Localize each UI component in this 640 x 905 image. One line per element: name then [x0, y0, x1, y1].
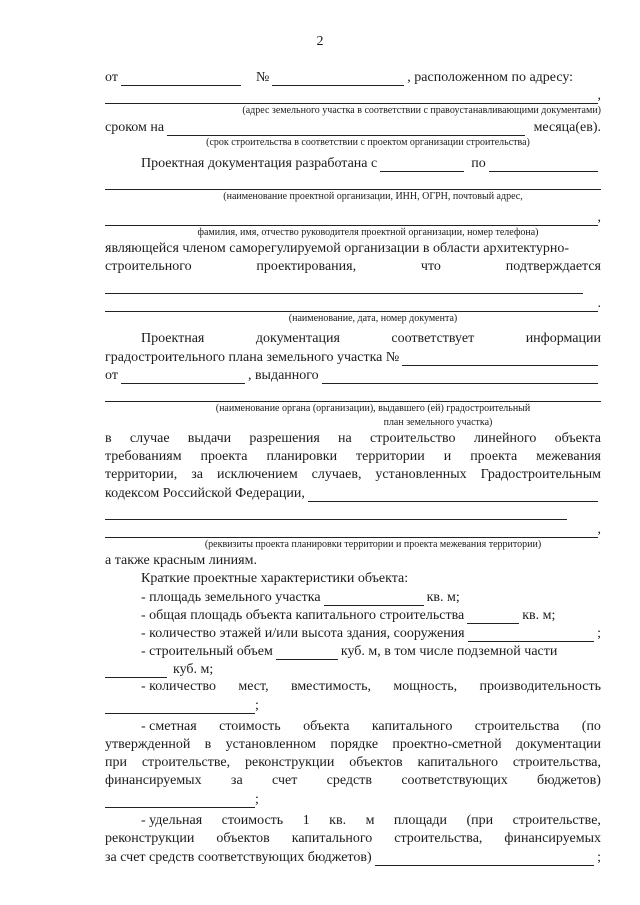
org-line — [105, 172, 601, 190]
issued-by-line — [105, 68, 601, 86]
label-code: кодексом Российской Федерации, — [105, 486, 305, 501]
plan-line-1 — [105, 502, 601, 520]
gpzu-issued-line — [105, 366, 601, 384]
gpzu-number-line — [105, 348, 601, 366]
comma: , — [597, 210, 601, 225]
word: финансируемых — [105, 773, 202, 788]
caption-issuer-2: план земельного участка) — [383, 417, 493, 428]
estimate-text-2: утвержденной в установленном порядке проектно-сметной документации — [105, 737, 601, 752]
semicolon: ; — [255, 792, 259, 807]
unit: куб. м; — [173, 662, 214, 677]
head-line — [105, 208, 601, 226]
label-underground: куб. м, в том числе подземной части — [340, 644, 558, 659]
issuer-blank[interactable] — [105, 388, 601, 402]
from-date-blank[interactable] — [380, 158, 464, 172]
label-volume: - строительный объем — [141, 644, 273, 659]
word: бюджетов) — [537, 773, 601, 788]
word: строительного — [105, 259, 192, 274]
gpzu-date-blank[interactable] — [121, 370, 245, 384]
estimate-line — [105, 790, 601, 808]
word: м — [365, 813, 375, 828]
word: - количество — [141, 679, 216, 694]
label-issued: , выданного — [247, 368, 319, 383]
caption-term: (срок строительства в соответствии с проектом организации строительства) — [206, 137, 530, 148]
caption-head: фамилия, имя, отчество руководителя проектной организации, номер телефона) — [197, 227, 539, 238]
gpzu-issuer-blank[interactable] — [322, 370, 598, 384]
floors-blank[interactable] — [468, 628, 594, 642]
label-po: по — [471, 156, 486, 171]
linear-object-text-2: требованиям проекта планировки территории и проекта межевания — [105, 449, 601, 464]
plan-line-2 — [105, 520, 601, 538]
capacity-blank[interactable] — [105, 700, 255, 714]
word: вместимость, — [290, 679, 371, 694]
linear-object-text-1: в случае выдачи разрешения на строительство линейного объекта — [105, 431, 601, 446]
word: подтверждается — [505, 259, 601, 274]
semicolon: ; — [597, 626, 601, 641]
address-blank[interactable] — [105, 90, 598, 104]
characteristics-heading: Краткие проектные характеристики объекта: — [141, 571, 409, 586]
plan-blank-2[interactable] — [105, 524, 598, 538]
comma: , — [597, 88, 601, 103]
label-term: сроком на — [105, 120, 165, 135]
label-floors: - количество этажей и/или высота здания, сооружения — [141, 626, 465, 641]
word: Проектная — [141, 331, 205, 346]
word: (по — [581, 719, 601, 734]
unit-cost-text-2: реконструкции объектов капитального строительства, финансируемых — [105, 831, 601, 846]
sro-text: являющейся членом саморегулируемой организации в области архитектурно- — [105, 241, 570, 256]
word: что — [420, 259, 441, 274]
word: информации — [525, 331, 601, 346]
org-blank[interactable] — [105, 176, 601, 190]
word: производительность — [479, 679, 601, 694]
word: площади — [393, 813, 448, 828]
label-developed: Проектная документация разработана с — [141, 156, 378, 171]
capacity-line — [105, 696, 601, 714]
sro-doc-line-2 — [105, 294, 601, 312]
word: - удельная — [141, 813, 203, 828]
label-gpzu: градостроительного плана земельного участка № — [105, 350, 400, 365]
label-ot: от — [105, 368, 118, 383]
issuer-line — [105, 384, 601, 402]
gpzu-text — [105, 330, 601, 348]
underground-line — [105, 660, 601, 678]
volume-blank[interactable] — [276, 646, 338, 660]
word: строительства — [474, 719, 560, 734]
total-area-line — [105, 606, 601, 624]
volume-line — [105, 642, 601, 660]
land-area-blank[interactable] — [324, 592, 424, 606]
word: проектирования, — [256, 259, 357, 274]
semicolon: ; — [255, 698, 259, 713]
unit-cost-line — [105, 848, 601, 866]
underground-blank[interactable] — [105, 664, 167, 678]
number-blank[interactable] — [272, 72, 404, 86]
unit-cost-text-1 — [105, 812, 601, 830]
semicolon: ; — [597, 850, 601, 865]
word: счет — [272, 773, 298, 788]
floors-line — [105, 624, 601, 642]
sro-text-2 — [105, 258, 601, 276]
word: строительстве, — [512, 813, 601, 828]
caption-address: (адрес земельного участка в соответствии с правоустанавливающими документами) — [242, 105, 601, 116]
unit: кв. м; — [522, 608, 556, 623]
estimate-text-3: при строительстве, реконструкции объектов капитального строительства, — [105, 755, 601, 770]
to-date-blank[interactable] — [489, 158, 598, 172]
word: документация — [255, 331, 340, 346]
estimate-blank[interactable] — [105, 794, 255, 808]
caption-org: (наименование проектной организации, ИНН, ОГРН, почтовый адрес, — [223, 191, 523, 202]
page-number: 2 — [316, 34, 324, 49]
label-ot: от — [105, 70, 118, 85]
address-line — [105, 86, 601, 104]
term-blank[interactable] — [167, 122, 524, 136]
word: - сметная — [141, 719, 197, 734]
estimate-text-4 — [105, 772, 601, 790]
word: стоимость — [219, 719, 281, 734]
form-content — [105, 68, 601, 866]
unit-cost-blank[interactable] — [375, 852, 594, 866]
label-land-area: - площадь земельного участка — [141, 590, 321, 605]
word: объекта — [303, 719, 350, 734]
word: капитального — [371, 719, 453, 734]
word: соответствующих — [401, 773, 508, 788]
sro-doc-blank-2[interactable] — [105, 298, 598, 312]
period: . — [597, 296, 601, 311]
word: 1 — [302, 813, 310, 828]
label-total-area: - общая площадь объекта капитального строительства — [141, 608, 465, 623]
word: кв. — [329, 813, 347, 828]
sro-doc-line-1 — [105, 276, 601, 294]
gpzu-number-blank[interactable] — [402, 352, 598, 366]
estimate-text-1 — [105, 718, 601, 736]
head-blank[interactable] — [105, 212, 598, 226]
word: мест, — [238, 679, 269, 694]
label-months: месяца(ев). — [533, 120, 601, 135]
label-number: № — [255, 70, 270, 85]
comma: , — [597, 522, 601, 537]
total-area-blank[interactable] — [467, 610, 519, 624]
caption-doc: (наименование, дата, номер документа) — [288, 313, 458, 324]
word: соответствует — [391, 331, 475, 346]
word: средств — [326, 773, 372, 788]
code-line — [105, 484, 601, 502]
word: мощность, — [393, 679, 458, 694]
term-line — [105, 118, 601, 136]
label-unit-cost: за счет средств соответствующих бюджетов) — [105, 850, 372, 865]
red-lines-text: а также красным линиям. — [105, 553, 257, 568]
capacity-text — [105, 678, 601, 696]
date-blank[interactable] — [121, 72, 241, 86]
sro-doc-blank-1[interactable] — [105, 280, 583, 294]
word: за — [230, 773, 243, 788]
word: (при — [466, 813, 494, 828]
plan-blank-1[interactable] — [105, 506, 567, 520]
word: стоимость — [221, 813, 284, 828]
linear-object-text-3: территории, за исключением случаев, установленных Градостроительным — [105, 467, 601, 482]
code-blank[interactable] — [308, 488, 598, 502]
land-area-line — [105, 588, 601, 606]
developed-line — [105, 154, 601, 172]
caption-plan: (реквизиты проекта планировки территории и проекта межевания территории) — [204, 539, 542, 550]
label-address: , расположенном по адресу: — [407, 70, 574, 85]
caption-issuer-1: (наименование органа (организации), выдавшего (ей) градостроительный — [215, 403, 531, 414]
unit: кв. м; — [426, 590, 460, 605]
